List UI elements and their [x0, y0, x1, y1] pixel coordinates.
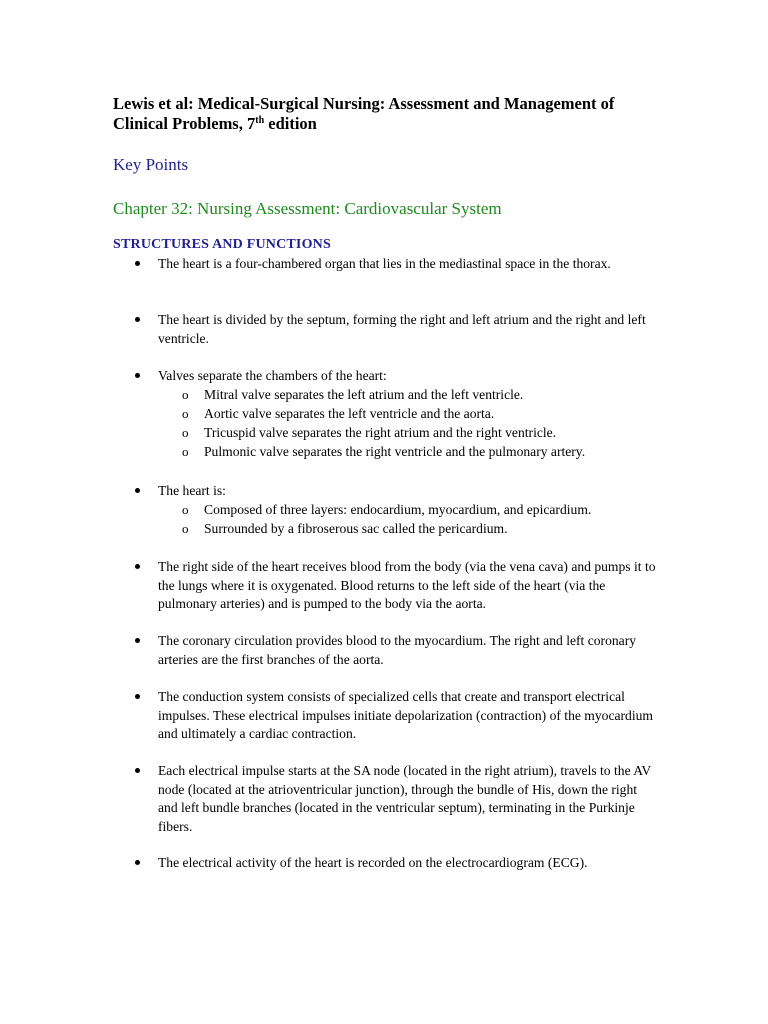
bullet-icon: [135, 694, 140, 699]
bullet-text: The electrical activity of the heart is recorded on the electrocardiogram (ECG).: [158, 855, 588, 870]
book-title-main: Lewis et al: Medical-Surgical Nursing: Assessment and Management of Clinical Problems, 7: [113, 94, 615, 133]
sub-bullet-icon: o: [182, 387, 189, 402]
sub-bullet-text: Tricuspid valve separates the right atrium and the right ventricle.: [204, 425, 557, 440]
bullet-icon: [135, 373, 140, 378]
chapter-title: Chapter 32: Nursing Assessment: Cardiovascular System: [113, 199, 502, 218]
bullet-text: The right side of the heart receives blood from the body (via the vena cava) and pumps it to the lungs where it is oxygenated. Blood returns to the left side of the heart (via the pulmonary arteries) and is pumped to the body via the aorta.: [158, 559, 656, 612]
bullet-icon: [135, 768, 140, 773]
sub-bullet-icon: o: [182, 502, 189, 517]
sub-bullet-text: Aortic valve separates the left ventricle and the aorta.: [204, 406, 495, 421]
bullet-text: The conduction system consists of specialized cells that create and transport electrical impulses. These electrical impulses initiate depolarization (contraction) of the myocardium and ultimately a cardiac contraction.: [158, 689, 654, 742]
bullet-text: The heart is divided by the septum, forming the right and left atrium and the right and left ventricle.: [158, 312, 646, 346]
bullet-icon: [135, 564, 140, 569]
bullet-icon: [135, 860, 140, 865]
book-title-superscript: th: [255, 115, 265, 126]
key-points-heading: Key Points: [113, 155, 189, 174]
sub-bullet-icon: o: [182, 444, 189, 459]
section-heading: STRUCTURES AND FUNCTIONS: [113, 237, 331, 252]
sub-bullet-text: Mitral valve separates the left atrium and the left ventricle.: [204, 387, 524, 402]
sub-bullet-text: Composed of three layers: endocardium, myocardium, and epicardium.: [204, 502, 592, 517]
bullet-text: The heart is a four-chambered organ that lies in the mediastinal space in the thorax.: [158, 256, 611, 271]
sub-bullet-icon: o: [182, 406, 189, 421]
sub-bullet-text: Surrounded by a fibroserous sac called the pericardium.: [204, 521, 508, 536]
sub-bullet-text: Pulmonic valve separates the right ventricle and the pulmonary artery.: [204, 444, 586, 459]
bullet-icon: [135, 317, 140, 322]
book-title-end: edition: [264, 114, 317, 133]
bullet-text: The heart is:: [158, 483, 226, 498]
bullet-text: Valves separate the chambers of the heart:: [158, 368, 387, 383]
sub-bullet-icon: o: [182, 521, 189, 536]
bullet-icon: [135, 638, 140, 643]
book-title: [113, 94, 673, 134]
bullet-text: The coronary circulation provides blood to the myocardium. The right and left coronary arteries are the first branches of the aorta.: [158, 633, 637, 667]
sub-bullet-icon: o: [182, 425, 189, 440]
bullet-icon: [135, 261, 140, 266]
bullet-text: Each electrical impulse starts at the SA node (located in the right atrium), travels to the AV node (located at the atrioventricular junction), through the bundle of His, down the right and left bundle branches (located in the ventricular septum), terminating in the Purkinje fibers.: [158, 763, 651, 835]
bullet-icon: [135, 488, 140, 493]
